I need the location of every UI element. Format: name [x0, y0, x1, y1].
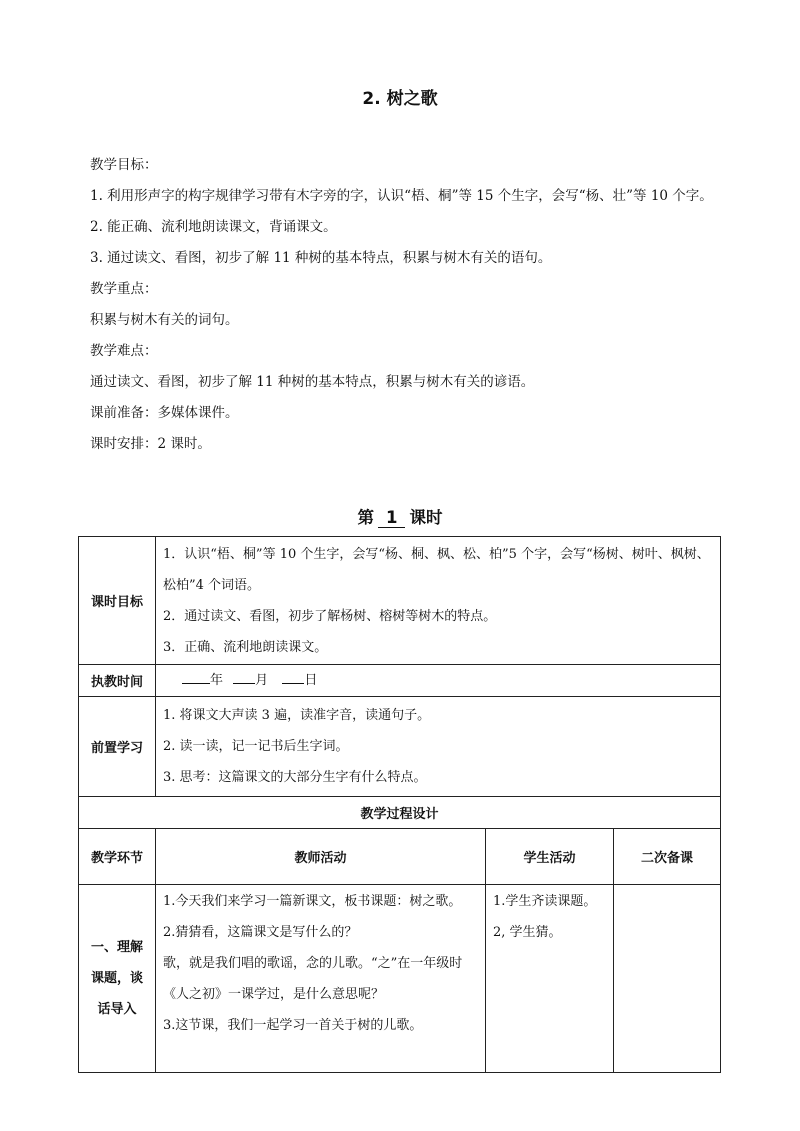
pre-study-label: 前置学习	[79, 697, 156, 797]
goals-row	[79, 537, 721, 665]
design-header: 教学过程设计	[79, 797, 721, 829]
stage-row	[79, 885, 721, 1073]
second-prep-cell[interactable]	[614, 885, 721, 1073]
stage-label	[79, 885, 156, 1073]
lesson-prefix: 第	[357, 508, 374, 527]
lesson-number: 1	[378, 508, 405, 528]
day-blank[interactable]	[282, 670, 304, 684]
day-label: 日	[304, 673, 318, 688]
pre-study-row	[79, 697, 721, 797]
time-label: 执教时间	[79, 665, 156, 697]
pre-study-item: 2. 读一读，记一记书后生字词。	[163, 739, 349, 754]
column-header-student: 学生活动	[486, 829, 614, 885]
pre-study-item: 3. 思考：这篇课文的大部分生字有什么特点。	[163, 770, 427, 785]
year-label: 年	[210, 673, 224, 688]
student-activity-item: 2, 学生猜。	[493, 925, 562, 940]
time-content	[156, 665, 721, 697]
month-blank[interactable]	[233, 670, 255, 684]
column-header-second: 二次备课	[614, 829, 721, 885]
teacher-activity-item: 1.今天我们来学习一篇新课文，板书课题：树之歌。	[163, 894, 462, 909]
lesson-suffix: 课时	[409, 508, 443, 527]
column-header-stage: 教学环节	[79, 829, 156, 885]
goals-item: 1．认识“梧、桐”等 10 个生字，会写“杨、桐、枫、松、柏”5 个字，会写“杨树、树叶、枫树、松柏”4 个词语。	[163, 546, 710, 593]
time-row	[79, 665, 721, 697]
lesson-title	[0, 504, 800, 528]
intro-line: 积累与树木有关的词句。	[90, 312, 239, 328]
stage-label-line: 话导入	[97, 1002, 137, 1017]
document-title: 2. 树之歌	[362, 89, 438, 109]
intro-line: 教学难点：	[90, 343, 158, 359]
intro-line: 通过读文、看图，初步了解 11 种树的基本特点，积累与树木有关的谚语。	[90, 374, 535, 390]
teacher-activity-item: 2.猜猜看，这篇课文是写什么的？	[163, 925, 358, 940]
intro-line: 教学重点：	[90, 281, 158, 297]
month-label: 月	[255, 673, 269, 688]
teacher-activity-item: 3.这节课，我们一起学习一首关于树的儿歌。	[163, 1018, 423, 1033]
design-header-row	[79, 797, 721, 829]
goals-item: 3．正确、流利地朗读课文。	[163, 639, 328, 655]
intro-line: 1. 利用形声字的构字规律学习带有木字旁的字，认识“梧、桐”等 15 个生字，会写“杨、壮”等 10 个字。	[90, 188, 713, 204]
lesson-plan-table	[78, 536, 721, 1073]
intro-section	[90, 150, 720, 460]
intro-line: 教学目标：	[90, 157, 158, 173]
column-header-row	[79, 829, 721, 885]
pre-study-content	[156, 697, 721, 797]
year-blank[interactable]	[182, 670, 210, 684]
teacher-activity-item: 歌，就是我们唱的歌谣，念的儿歌。“之”在一年级时《人之初》一课学过，是什么意思呢？	[163, 956, 463, 1002]
stage-label-line: 课题，谈	[90, 971, 143, 986]
goals-content	[156, 537, 721, 665]
teacher-activity	[156, 885, 486, 1073]
pre-study-item: 1. 将课文大声读 3 遍，读准字音，读通句子。	[163, 708, 431, 723]
goals-label: 课时目标	[79, 537, 156, 665]
stage-label-line: 一、理解	[90, 940, 143, 955]
intro-line: 课时安排：2 课时。	[90, 436, 211, 452]
student-activity	[486, 885, 614, 1073]
intro-line: 课前准备：多媒体课件。	[90, 405, 239, 421]
goals-item: 2．通过读文、看图，初步了解杨树、榕树等树木的特点。	[163, 608, 497, 624]
column-header-teacher: 教师活动	[156, 829, 486, 885]
student-activity-item: 1.学生齐读课题。	[493, 894, 597, 909]
intro-line: 2. 能正确、流利地朗读课文，背诵课文。	[90, 219, 337, 235]
intro-line: 3. 通过读文、看图，初步了解 11 种树的基本特点，积累与树木有关的语句。	[90, 250, 552, 266]
